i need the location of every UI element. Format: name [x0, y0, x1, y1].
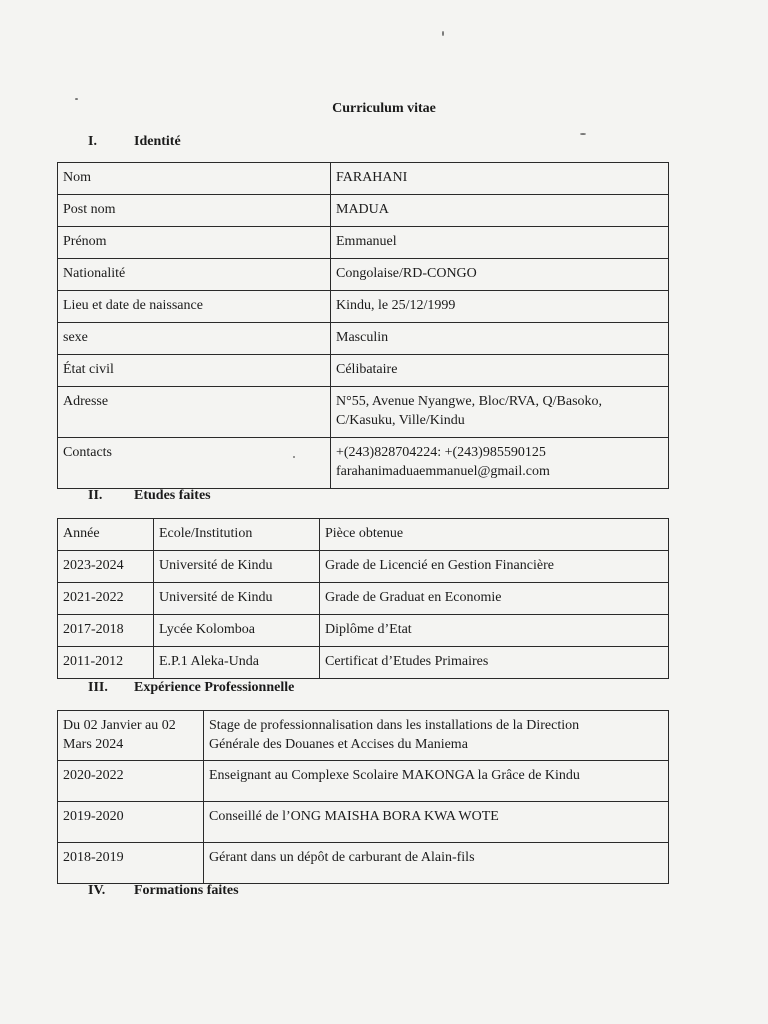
identity-value	[331, 438, 669, 489]
identity-label: Prénom	[58, 227, 331, 259]
experience-description	[204, 711, 669, 761]
identity-label: Nationalité	[58, 259, 331, 291]
identity-label: Adresse	[58, 387, 331, 438]
column-header: Pièce obtenue	[320, 519, 669, 551]
section-title: Formations faites	[134, 883, 239, 898]
experience-description: Conseillé de l’ONG MAISHA BORA KWA WOTE	[204, 802, 669, 843]
section-title: Etudes faites	[134, 488, 211, 503]
studies-table	[57, 518, 669, 679]
study-institution: Université de Kindu	[154, 583, 320, 615]
table-header-row	[58, 519, 669, 551]
section-number: III.	[88, 680, 108, 695]
study-institution: Lycée Kolomboa	[154, 615, 320, 647]
scan-speck	[442, 31, 444, 36]
document-title: Curriculum vitae	[332, 101, 436, 116]
study-institution: E.P.1 Aleka-Unda	[154, 647, 320, 679]
table-row	[58, 291, 669, 323]
period-line-1: Du 02 Janvier au 02	[63, 718, 176, 733]
scan-speck	[580, 133, 586, 135]
table-row	[58, 259, 669, 291]
identity-value: Emmanuel	[331, 227, 669, 259]
identity-label: sexe	[58, 323, 331, 355]
experience-period: 2019-2020	[58, 802, 204, 843]
identity-label: Post nom	[58, 195, 331, 227]
experience-period: 2018-2019	[58, 843, 204, 884]
identity-label: Nom	[58, 163, 331, 195]
period-line-2: Mars 2024	[63, 737, 124, 752]
section-formations-heading	[88, 883, 239, 899]
section-number: IV.	[88, 883, 106, 898]
section-number: II.	[88, 488, 103, 503]
identity-value: Kindu, le 25/12/1999	[331, 291, 669, 323]
identity-value: Célibataire	[331, 355, 669, 387]
address-line-2: C/Kasuku, Ville/Kindu	[336, 413, 465, 428]
description-line-2: Générale des Douanes et Accises du Maniema	[209, 737, 468, 752]
identity-label: État civil	[58, 355, 331, 387]
scan-speck	[75, 98, 78, 100]
table-row	[58, 583, 669, 615]
table-row	[58, 323, 669, 355]
table-row	[58, 551, 669, 583]
identity-label: Lieu et date de naissance	[58, 291, 331, 323]
section-etudes-heading	[88, 488, 211, 504]
study-institution: Université de Kindu	[154, 551, 320, 583]
table-row	[58, 761, 669, 802]
phone-numbers: +(243)828704224: +(243)985590125	[336, 445, 546, 460]
study-diploma: Grade de Graduat en Economie	[320, 583, 669, 615]
address-line-1: N°55, Avenue Nyangwe, Bloc/RVA, Q/Basoko,	[336, 394, 603, 409]
identity-table	[57, 162, 669, 489]
identity-value: Congolaise/RD-CONGO	[331, 259, 669, 291]
table-row	[58, 647, 669, 679]
identity-value: FARAHANI	[331, 163, 669, 195]
column-header: Année	[58, 519, 154, 551]
experience-period: 2020-2022	[58, 761, 204, 802]
experience-description: Enseignant au Complexe Scolaire MAKONGA la Grâce de Kindu	[204, 761, 669, 802]
table-row	[58, 843, 669, 884]
study-year: 2023-2024	[58, 551, 154, 583]
study-diploma: Grade de Licencié en Gestion Financière	[320, 551, 669, 583]
study-diploma: Certificat d’Etudes Primaires	[320, 647, 669, 679]
table-row	[58, 355, 669, 387]
table-row	[58, 711, 669, 761]
study-diploma: Diplôme d’Etat	[320, 615, 669, 647]
section-title: Identité	[134, 134, 181, 149]
email-address: farahanimaduaemmanuel@gmail.com	[336, 464, 550, 479]
table-row	[58, 438, 669, 489]
table-row	[58, 195, 669, 227]
table-row	[58, 387, 669, 438]
experience-period	[58, 711, 204, 761]
identity-label: Contacts	[58, 438, 331, 489]
table-row	[58, 615, 669, 647]
column-header: Ecole/Institution	[154, 519, 320, 551]
section-title: Expérience Professionnelle	[134, 680, 295, 695]
experience-table	[57, 710, 669, 884]
section-number: I.	[88, 134, 97, 149]
experience-description: Gérant dans un dépôt de carburant de Alain-fils	[204, 843, 669, 884]
study-year: 2011-2012	[58, 647, 154, 679]
study-year: 2017-2018	[58, 615, 154, 647]
table-row	[58, 802, 669, 843]
section-identite-heading	[88, 134, 181, 150]
table-row	[58, 163, 669, 195]
study-year: 2021-2022	[58, 583, 154, 615]
section-experience-heading	[88, 680, 294, 696]
identity-value: MADUA	[331, 195, 669, 227]
description-line-1: Stage de professionnalisation dans les installations de la Direction	[209, 718, 580, 733]
identity-value	[331, 387, 669, 438]
table-row	[58, 227, 669, 259]
identity-value: Masculin	[331, 323, 669, 355]
